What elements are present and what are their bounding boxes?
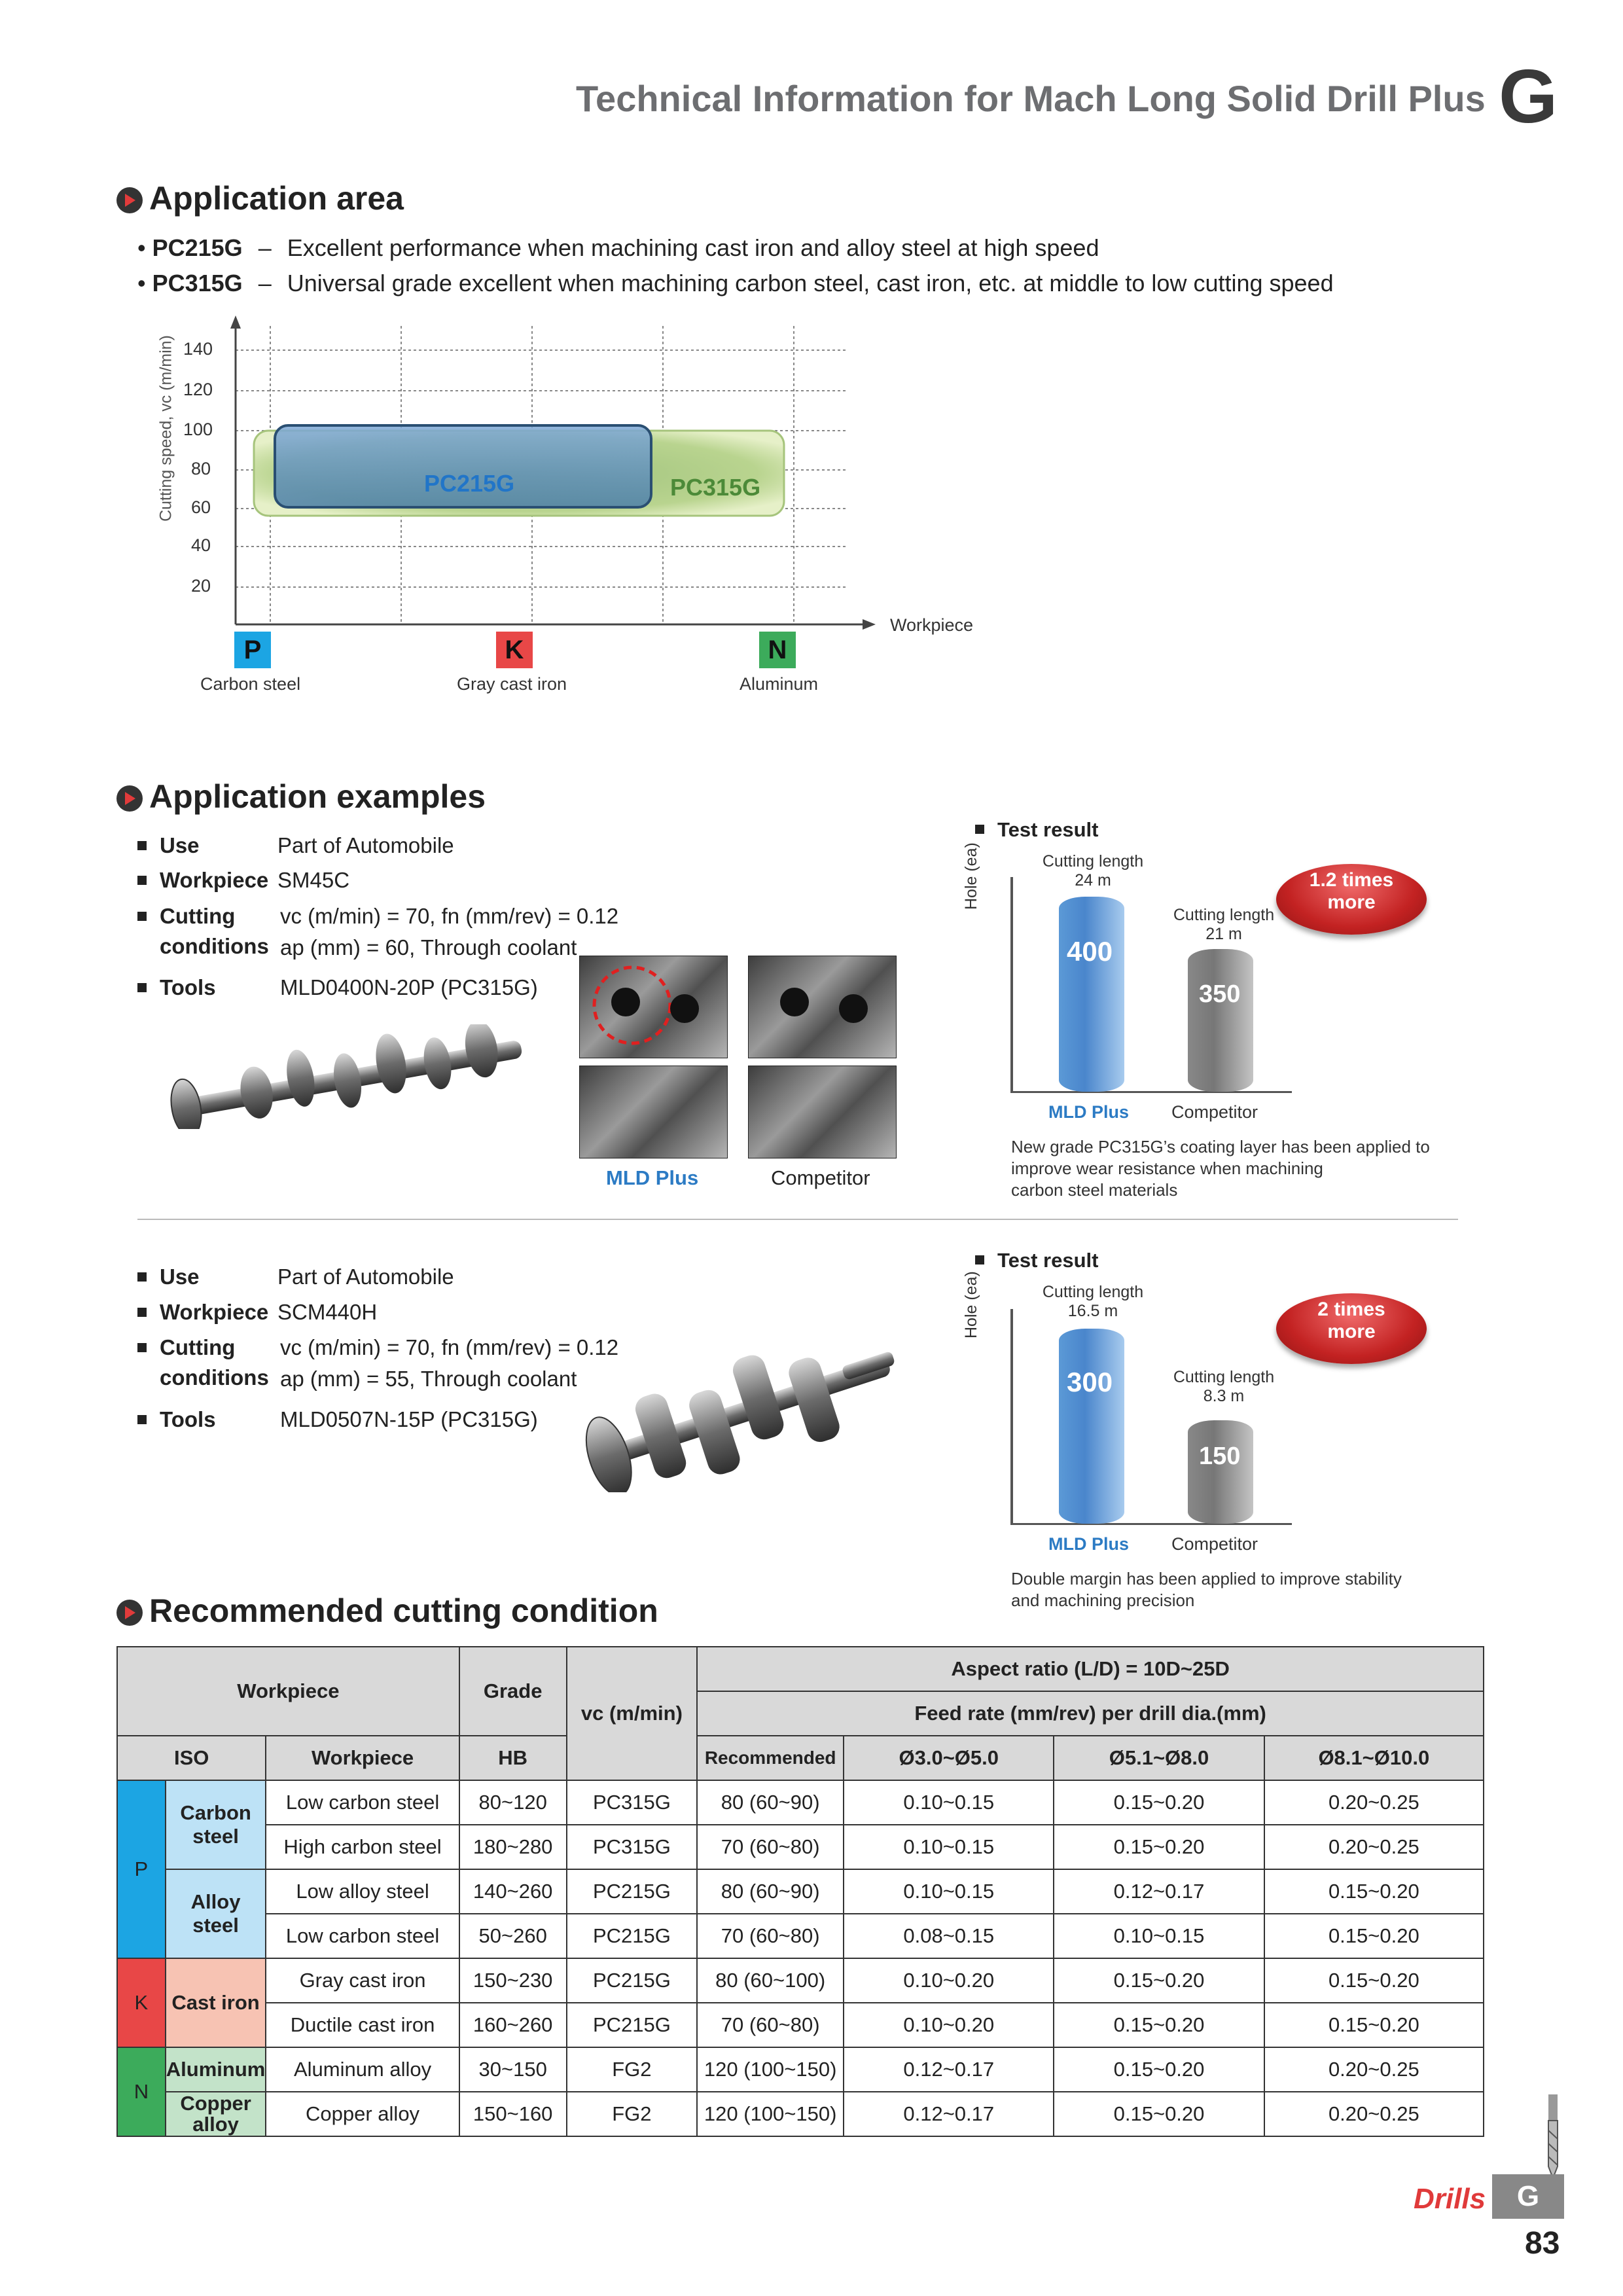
cell-grade: PC215G [567, 2003, 698, 2047]
head-dia-3: Ø8.1~Ø10.0 [1264, 1736, 1484, 1780]
example2-tools-label: Tools [137, 1407, 216, 1432]
iso-k-cell: K [117, 1958, 166, 2047]
cell-hb: 140~260 [459, 1869, 567, 1914]
cell-workpiece: Gray cast iron [266, 1958, 459, 2003]
cell-workpiece: Copper alloy [266, 2092, 459, 2136]
chapter-letter: G [1499, 54, 1558, 139]
y-tick: 100 [183, 420, 213, 439]
example1-cutting-label: Cutting [137, 904, 235, 929]
cell-workpiece: Aluminum alloy [266, 2047, 459, 2092]
head-iso: ISO [117, 1736, 266, 1780]
cell-feed: 0.15~0.20 [1264, 2003, 1484, 2047]
cell-grade: FG2 [567, 2092, 698, 2136]
section-arrow-icon [116, 785, 143, 812]
chart-x-axis-label: Workpiece [890, 615, 974, 635]
grade-description: Excellent performance when machining cast iron and alloy steel at high speed [287, 234, 1099, 261]
head-aspect-ratio: Aspect ratio (L/D) = 10D~25D [697, 1647, 1484, 1691]
example1-use-value: Part of Automobile [277, 833, 454, 857]
mld-plus-drill-tip-photo [579, 956, 728, 1058]
cell-feed: 0.20~0.25 [1264, 1780, 1484, 1825]
cell-vc: 80 (60~90) [697, 1780, 844, 1825]
table-row [117, 1914, 1484, 1958]
photo-label-mld-plus: MLD Plus [606, 1166, 699, 1189]
test-result-2-note: Double margin has been applied to improve stability and machining precision [1011, 1569, 1402, 1610]
y-tick: 20 [191, 576, 211, 596]
group-alloy-steel: Alloy steel [166, 1869, 266, 1958]
crankshaft-image [569, 1335, 910, 1492]
group-carbon-steel: Carbon steel [166, 1780, 266, 1869]
example2-workpiece-value: SCM440H [277, 1300, 378, 1324]
bar2-caption: Cutting length 8.3 m [1173, 1368, 1275, 1405]
example2-cutting-value-1: vc (m/min) = 70, fn (mm/rev) = 0.12 [280, 1335, 619, 1359]
section-arrow-icon [116, 1600, 143, 1626]
head-vc: vc (m/min) [567, 1647, 698, 1780]
example1-workpiece-label: Workpiece [137, 868, 268, 893]
example2-tools-value: MLD0507N-15P (PC315G) [280, 1407, 538, 1431]
camshaft-image [157, 1024, 537, 1129]
cell-feed: 0.20~0.25 [1264, 1825, 1484, 1869]
grade-name: PC315G [152, 270, 243, 296]
head-grade: Grade [459, 1647, 567, 1736]
example2-workpiece-label: Workpiece [137, 1300, 268, 1325]
axis-line [1010, 1309, 1013, 1525]
cell-workpiece: Low carbon steel [266, 1914, 459, 1958]
cell-hb: 50~260 [459, 1914, 567, 1958]
bar2-value: 350 [1199, 980, 1241, 1008]
grade-description: Universal grade excellent when machining carbon steel, cast iron, etc. at middle to low cutting speed [287, 270, 1334, 296]
section-title-application-examples: Application examples [149, 778, 486, 815]
cell-feed: 0.10~0.15 [1054, 1914, 1264, 1958]
mld-plus-bar [1059, 1329, 1124, 1524]
dash: – [258, 234, 272, 261]
table-row [117, 2047, 1484, 2092]
y-tick: 120 [183, 380, 213, 399]
workpiece-label: Aluminum [740, 674, 819, 694]
recommended-cutting-table [116, 1646, 1484, 2137]
bar1-value: 400 [1067, 936, 1113, 967]
cell-hb: 30~150 [459, 2047, 567, 2092]
cell-feed: 0.12~0.17 [844, 2092, 1054, 2136]
mld-plus-bar [1059, 897, 1124, 1092]
workpiece-label: Gray cast iron [457, 674, 567, 694]
table-row [117, 1958, 1484, 2003]
example2-use-value: Part of Automobile [277, 1265, 454, 1289]
head-workpiece-2: Workpiece [266, 1736, 459, 1780]
cell-feed: 0.12~0.17 [1054, 1869, 1264, 1914]
axis-line [1010, 1523, 1292, 1525]
cell-hb: 80~120 [459, 1780, 567, 1825]
example2-conditions-label: conditions [160, 1365, 269, 1390]
cell-feed: 0.10~0.15 [844, 1780, 1054, 1825]
test-result-1-note: New grade PC315G’s coating layer has been applied to improve wear resistance when machining carbon steel materials [1011, 1137, 1430, 1200]
cell-vc: 70 (60~80) [697, 2003, 844, 2047]
example2-use-label: Use [137, 1265, 200, 1289]
head-hb: HB [459, 1736, 567, 1780]
cell-vc: 80 (60~90) [697, 1869, 844, 1914]
cell-feed: 0.08~0.15 [844, 1914, 1054, 1958]
bar-label-competitor: Competitor [1171, 1534, 1258, 1554]
head-recommended: Recommended [697, 1736, 844, 1780]
application-item-pc215g: • PC215G – Excellent performance when machining cast iron and alloy steel at high speed [137, 234, 1099, 261]
example2-cutting-value-2: ap (mm) = 55, Through coolant [280, 1367, 577, 1391]
cell-grade: PC315G [567, 1780, 698, 1825]
cell-grade: PC315G [567, 1825, 698, 1869]
cell-hb: 150~230 [459, 1958, 567, 2003]
iso-p-badge: P [234, 632, 271, 668]
head-workpiece: Workpiece [117, 1647, 459, 1736]
iso-n-badge: N [759, 632, 796, 668]
improvement-badge: 2 times more [1276, 1293, 1427, 1364]
cell-hb: 180~280 [459, 1825, 567, 1869]
cell-vc: 120 (100~150) [697, 2047, 844, 2092]
table-row [117, 1825, 1484, 1869]
example1-use-label: Use [137, 833, 200, 858]
pc315g-label: PC315G [670, 474, 761, 501]
cell-vc: 70 (60~80) [697, 1914, 844, 1958]
cell-hb: 160~260 [459, 2003, 567, 2047]
footer-section-name: Drills [1414, 2183, 1486, 2215]
iso-k-badge: K [496, 632, 533, 668]
workpiece-label: Carbon steel [200, 674, 301, 694]
cell-feed: 0.15~0.20 [1054, 2092, 1264, 2136]
grade-name: PC215G [152, 234, 243, 261]
example1-workpiece-value: SM45C [277, 868, 350, 892]
example1-tools-label: Tools [137, 975, 216, 1000]
cell-feed: 0.15~0.20 [1054, 1958, 1264, 2003]
cell-feed: 0.10~0.15 [844, 1825, 1054, 1869]
test-result-2-title: Test result [975, 1249, 1098, 1272]
section-arrow-icon [116, 187, 143, 213]
bar-label-competitor: Competitor [1171, 1102, 1258, 1122]
cell-feed: 0.15~0.20 [1264, 1914, 1484, 1958]
cell-feed: 0.15~0.20 [1054, 1825, 1264, 1869]
pc215g-label: PC215G [424, 470, 515, 497]
cell-feed: 0.15~0.20 [1264, 1958, 1484, 2003]
competitor-bar [1188, 949, 1253, 1092]
photo-label-competitor: Competitor [771, 1166, 870, 1189]
table-row [117, 1869, 1484, 1914]
iso-p-cell: P [117, 1780, 166, 1958]
group-cast-iron: Cast iron [166, 1958, 266, 2047]
head-dia-1: Ø3.0~Ø5.0 [844, 1736, 1054, 1780]
dash: – [258, 270, 272, 296]
example2-cutting-label: Cutting [137, 1335, 235, 1360]
y-tick: 80 [191, 459, 211, 478]
section-title-recommended: Recommended cutting condition [149, 1592, 658, 1629]
cell-workpiece: Low alloy steel [266, 1869, 459, 1914]
page-number: 83 [1525, 2226, 1560, 2261]
cell-feed: 0.10~0.15 [844, 1869, 1054, 1914]
bar2-value: 150 [1199, 1443, 1241, 1470]
bar-label-mld-plus: MLD Plus [1048, 1534, 1130, 1554]
bar2-caption: Cutting length 21 m [1173, 906, 1275, 943]
application-area-chart [144, 314, 1021, 707]
cell-vc: 120 (100~150) [697, 2092, 844, 2136]
cell-feed: 0.15~0.20 [1054, 2003, 1264, 2047]
bar1-caption: Cutting length 24 m [1042, 852, 1144, 889]
cell-feed: 0.20~0.25 [1264, 2092, 1484, 2136]
cell-vc: 80 (60~100) [697, 1958, 844, 2003]
test-result-2-axis: Hole (ea) [962, 1271, 980, 1338]
page-title: Technical Information for Mach Long Solid Drill Plus [576, 78, 1486, 119]
axis-line [1010, 1091, 1292, 1093]
cell-grade: PC215G [567, 1958, 698, 2003]
chart-y-axis-label: Cutting speed, vc (m/min) [156, 335, 175, 522]
competitor-drill-tip-photo [748, 956, 897, 1058]
cell-feed: 0.15~0.20 [1264, 1869, 1484, 1914]
test-result-1-title: Test result [975, 818, 1098, 842]
head-dia-2: Ø5.1~Ø8.0 [1054, 1736, 1264, 1780]
cell-feed: 0.10~0.20 [844, 1958, 1054, 2003]
cell-feed: 0.20~0.25 [1264, 2047, 1484, 2092]
cell-workpiece: High carbon steel [266, 1825, 459, 1869]
table-row [117, 1780, 1484, 1825]
cell-grade: PC215G [567, 1869, 698, 1914]
application-item-pc315g: • PC315G – Universal grade excellent when machining carbon steel, cast iron, etc. at middle to low cutting speed [137, 270, 1334, 296]
table-row [117, 2003, 1484, 2047]
table-row [117, 2092, 1484, 2136]
drill-icon [1537, 2094, 1569, 2179]
y-tick: 40 [191, 535, 211, 555]
competitor-bar [1188, 1420, 1253, 1524]
y-tick: 140 [183, 339, 213, 359]
group-aluminum: Aluminum [166, 2047, 266, 2092]
cell-hb: 150~160 [459, 2092, 567, 2136]
mld-plus-drill-margin-photo [579, 1066, 728, 1158]
bar1-value: 300 [1067, 1367, 1113, 1397]
cell-workpiece: Ductile cast iron [266, 2003, 459, 2047]
cell-grade: PC215G [567, 1914, 698, 1958]
example1-cutting-value-1: vc (m/min) = 70, fn (mm/rev) = 0.12 [280, 904, 619, 928]
cell-vc: 70 (60~80) [697, 1825, 844, 1869]
y-tick: 60 [191, 497, 211, 517]
example1-conditions-label: conditions [160, 934, 269, 958]
cell-feed: 0.15~0.20 [1054, 1780, 1264, 1825]
test-result-1-axis: Hole (ea) [962, 842, 980, 910]
example1-cutting-value-2: ap (mm) = 60, Through coolant [280, 935, 577, 960]
cell-grade: FG2 [567, 2047, 698, 2092]
cell-feed: 0.12~0.17 [844, 2047, 1054, 2092]
cell-workpiece: Low carbon steel [266, 1780, 459, 1825]
divider [137, 1219, 1458, 1220]
example1-tools-value: MLD0400N-20P (PC315G) [280, 975, 538, 999]
cell-feed: 0.10~0.20 [844, 2003, 1054, 2047]
footer-chapter-letter: G [1492, 2174, 1564, 2219]
iso-n-cell: N [117, 2047, 166, 2136]
head-feed-rate: Feed rate (mm/rev) per drill dia.(mm) [697, 1691, 1484, 1736]
competitor-drill-margin-photo [748, 1066, 897, 1158]
group-copper-alloy: Copper alloy [166, 2092, 266, 2136]
section-title-application-area: Application area [149, 180, 404, 217]
cell-feed: 0.15~0.20 [1054, 2047, 1264, 2092]
improvement-badge: 1.2 times more [1276, 864, 1427, 935]
axis-line [1010, 877, 1013, 1093]
bar-label-mld-plus: MLD Plus [1048, 1102, 1130, 1122]
bar1-caption: Cutting length 16.5 m [1042, 1283, 1144, 1320]
